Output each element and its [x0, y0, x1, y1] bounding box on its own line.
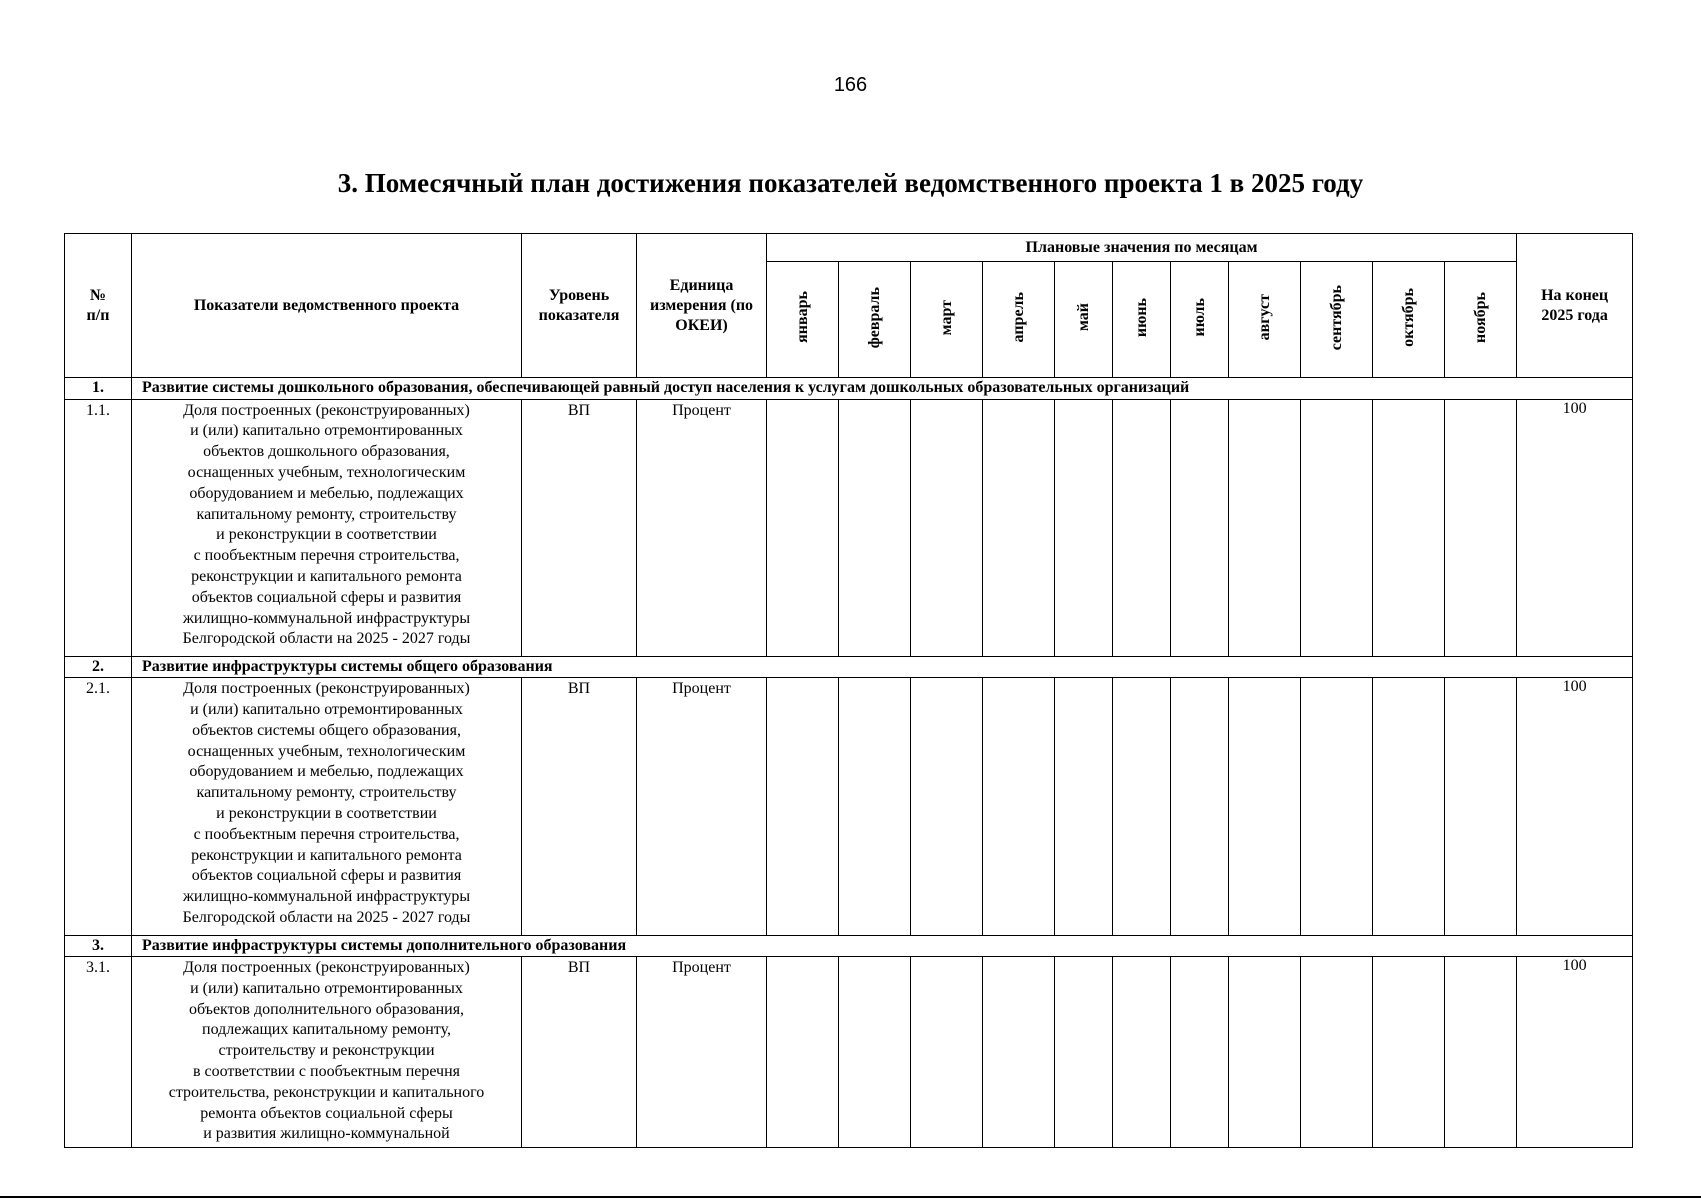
month-value-cell [1113, 399, 1171, 656]
header-unit: Единица измерения (по ОКЕИ) [637, 234, 767, 378]
page-title: 3. Помесячный план достижения показателей ведомственного проекта 1 в 2025 году [337, 168, 1364, 198]
month-value-cell [1171, 678, 1229, 935]
section-row [65, 657, 1633, 678]
month-header: октябрь [1373, 262, 1445, 378]
section-title: Развитие инфраструктуры системы общего образования [132, 657, 1633, 678]
month-value-cell [911, 678, 983, 935]
year-end-value: 100 [1517, 956, 1633, 1147]
month-value-cell [1171, 399, 1229, 656]
month-value-cell [1229, 956, 1301, 1147]
month-value-cell [1301, 956, 1373, 1147]
indicator-row [65, 956, 1633, 1147]
table-header-row [65, 234, 1633, 262]
indicator-name: Доля построенных (реконструированных) и (или) капитально отремонтированных объектов дошкольного образования, оснащенных учебным, технологическим оборудованием и мебелью, подлежащих капитальному ремонту, строительству и реконструкции в соответствии с пообъектным перечня строительства, реконструкции и капитального ремонта объектов социальной сферы и развития жилищно-коммунальной инфраструктуры Белгородской области на 2025 - 2027 годы [132, 399, 522, 656]
indicator-row [65, 399, 1633, 656]
month-value-cell [767, 678, 839, 935]
month-value-cell [839, 956, 911, 1147]
month-header: февраль [839, 262, 911, 378]
header-level: Уровень показателя [522, 234, 637, 378]
month-header: июнь [1113, 262, 1171, 378]
month-value-cell [767, 399, 839, 656]
section-number: 3. [65, 935, 132, 956]
month-value-cell [983, 399, 1055, 656]
month-value-cell [1113, 956, 1171, 1147]
page-number: 166 [833, 74, 868, 96]
indicator-unit: Процент [637, 399, 767, 656]
indicator-number: 2.1. [65, 678, 132, 935]
month-value-cell [767, 956, 839, 1147]
month-value-cell [1373, 956, 1445, 1147]
month-value-cell [1445, 956, 1517, 1147]
month-value-cell [1171, 956, 1229, 1147]
header-num: № п/п [65, 234, 132, 378]
month-value-cell [839, 399, 911, 656]
year-end-value: 100 [1517, 678, 1633, 935]
month-header: июль [1171, 262, 1229, 378]
month-value-cell [1373, 399, 1445, 656]
indicator-number: 3.1. [65, 956, 132, 1147]
section-title: Развитие инфраструктуры системы дополнительного образования [132, 935, 1633, 956]
header-indicator: Показатели ведомственного проекта [132, 234, 522, 378]
section-number: 2. [65, 657, 132, 678]
month-value-cell [1301, 399, 1373, 656]
month-value-cell [1229, 678, 1301, 935]
indicator-name: Доля построенных (реконструированных) и (или) капитально отремонтированных объектов системы общего образования, оснащенных учебным, технологическим оборудованием и мебелью, подлежащих капитальному ремонту, строительству и реконструкции в соответствии с пообъектным перечня строительства, реконструкции и капитального ремонта объектов социальной сферы и развития жилищно-коммунальной инфраструктуры Белгородской области на 2025 - 2027 годы [132, 678, 522, 935]
year-end-value: 100 [1517, 399, 1633, 656]
month-header: май [1055, 262, 1113, 378]
header-monthly-plan: Плановые значения по месяцам [767, 234, 1517, 262]
section-row [65, 378, 1633, 399]
indicator-unit: Процент [637, 678, 767, 935]
indicator-name: Доля построенных (реконструированных) и (или) капитально отремонтированных объектов дополнительного образования, подлежащих капитальному ремонту, строительству и реконструкции в соответствии с пообъектным перечня строительства, реконструкции и капитального ремонта объектов социальной сферы и развития жилищно-коммунальной [132, 956, 522, 1147]
indicator-unit: Процент [637, 956, 767, 1147]
month-value-cell [983, 678, 1055, 935]
month-value-cell [1055, 956, 1113, 1147]
month-header: август [1229, 262, 1301, 378]
indicator-number: 1.1. [65, 399, 132, 656]
month-value-cell [1229, 399, 1301, 656]
indicator-level: ВП [522, 956, 637, 1147]
month-header: январь [767, 262, 839, 378]
month-value-cell [1373, 678, 1445, 935]
bottom-rule [0, 1196, 1701, 1198]
monthly-plan-table [64, 233, 1633, 1148]
month-value-cell [1055, 678, 1113, 935]
month-value-cell [839, 678, 911, 935]
month-value-cell [1301, 678, 1373, 935]
section-row [65, 935, 1633, 956]
section-title: Развитие системы дошкольного образования, обеспечивающей равный доступ населения к услугам дошкольных образовательных организаций [132, 378, 1633, 399]
month-value-cell [911, 956, 983, 1147]
month-header: март [911, 262, 983, 378]
section-number: 1. [65, 378, 132, 399]
month-value-cell [1055, 399, 1113, 656]
month-value-cell [1445, 678, 1517, 935]
header-year-end: На конец 2025 года [1517, 234, 1633, 378]
month-value-cell [1113, 678, 1171, 935]
indicator-level: ВП [522, 399, 637, 656]
month-header: апрель [983, 262, 1055, 378]
month-value-cell [1445, 399, 1517, 656]
month-header: ноябрь [1445, 262, 1517, 378]
indicator-level: ВП [522, 678, 637, 935]
month-header: сентябрь [1301, 262, 1373, 378]
month-value-cell [983, 956, 1055, 1147]
indicator-row [65, 678, 1633, 935]
month-value-cell [911, 399, 983, 656]
